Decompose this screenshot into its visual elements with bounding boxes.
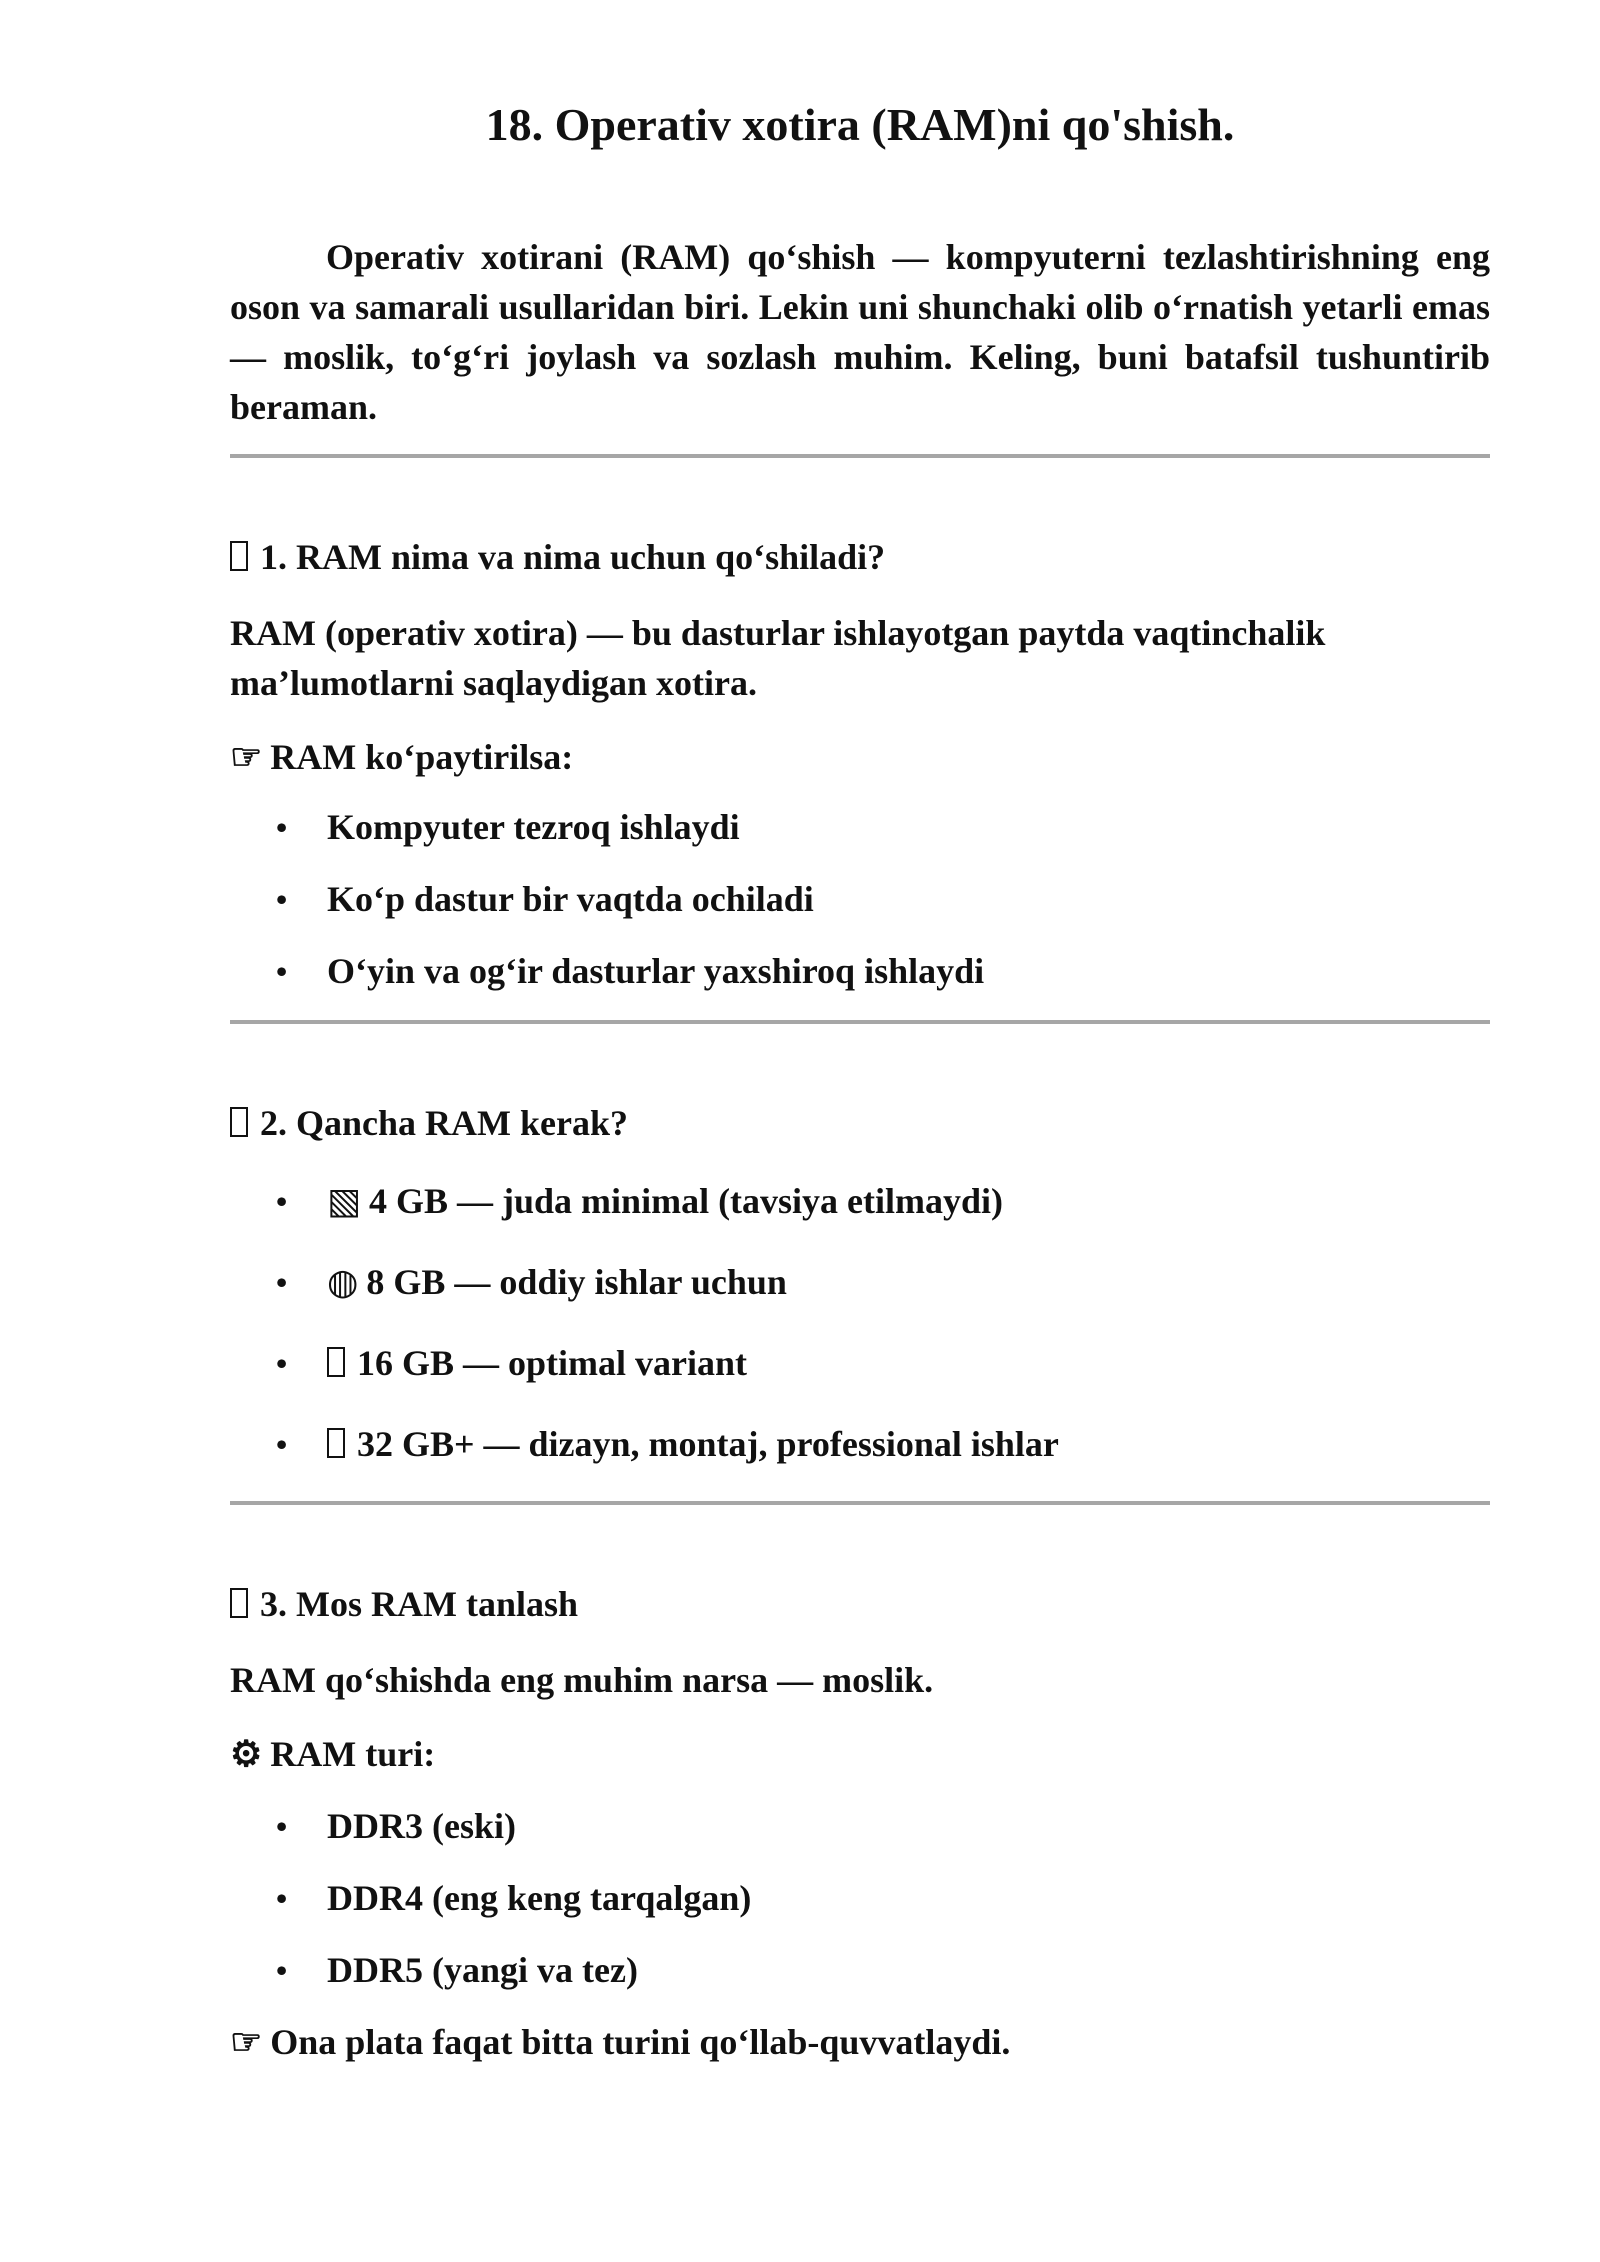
list-item: • ▧ 4 GB — juda minimal (tavsiya etilmaydi) [230,1178,1490,1224]
ram-type-label: ⚙ RAM turi: [230,1731,1490,1777]
list-item: • DDR4 (eng keng tarqalgan) [230,1875,1490,1921]
bullet-icon: • [276,953,288,989]
section-1-definition: RAM (operativ xotira) — bu dasturlar ishlayotgan paytda vaqtinchalik ma’lumotlarni saqlaydigan xotira. [230,613,1326,703]
list-item: • 16 GB — optimal variant [230,1340,1490,1386]
section-3-note: ☞ Ona plata faqat bitta turini qo‘llab-quvvatlaydi. [230,2019,1490,2065]
list-item: • 32 GB+ — dizayn, montaj, professional ishlar [230,1421,1490,1467]
section-1-list [230,804,1490,994]
section-1-note: ☞ RAM ko‘paytirilsa: [230,734,1490,780]
bullet-icon: • [276,1183,288,1219]
list-item: • ◍ 8 GB — oddiy ishlar uchun [230,1259,1490,1305]
missing-glyph-icon [230,1588,248,1618]
bullet-icon: • [276,1426,288,1462]
list-item: • Kompyuter tezroq ishlaydi [230,804,1490,850]
gear-icon: ⚙ [230,1734,263,1774]
bullet-icon: • [276,1808,288,1844]
list-item: • DDR5 (yangi va tez) [230,1947,1490,1993]
missing-glyph-icon [327,1347,345,1377]
bullet-icon: • [276,1264,288,1300]
bullet-icon: • [276,1345,288,1381]
missing-glyph-icon [230,541,248,571]
bullet-icon: • [276,881,288,917]
section-1-heading: 1. RAM nima va nima uchun qo‘shiladi? [230,534,1490,580]
pointing-hand-icon: ☞ [230,2022,263,2062]
section-2-heading: 2. Qancha RAM kerak? [230,1100,1490,1146]
intro-paragraph: Operativ xotirani (RAM) qo‘shish — kompyuterni tezlashtirishning eng oson va samarali usullaridan biri. Lekin uni shunchaki olib o‘rnatish yetarli emas — moslik, to‘g‘ri joylash va sozlash muhim. Keling, buni batafsil tushuntirib beraman. [230,237,1490,427]
missing-glyph-icon [327,1428,345,1458]
document-title: 18. Operativ xotira (RAM)ni qo'shish. [485,99,1235,150]
section-divider [230,454,1490,458]
section-3-statement: RAM qo‘shishda eng muhim narsa — moslik. [230,1660,934,1700]
bullet-icon: • [276,1880,288,1916]
section-divider [230,1020,1490,1024]
pointing-hand-icon: ☞ [230,737,263,777]
document-page [230,0,1490,2065]
list-item: • DDR3 (eski) [230,1803,1490,1849]
bullet-icon: • [276,1952,288,1988]
section-3-heading: 3. Mos RAM tanlash [230,1581,1490,1627]
section-2-list [230,1178,1490,1467]
list-item: • O‘yin va og‘ir dasturlar yaxshiroq ishlaydi [230,948,1490,994]
bullet-icon: • [276,809,288,845]
ram-type-list [230,1803,1490,1993]
section-divider [230,1501,1490,1505]
dotted-circle-icon: ◍ [327,1262,359,1302]
missing-glyph-icon [230,1107,248,1137]
list-item: • Ko‘p dastur bir vaqtda ochiladi [230,876,1490,922]
hatched-circle-icon: ▧ [327,1181,362,1221]
